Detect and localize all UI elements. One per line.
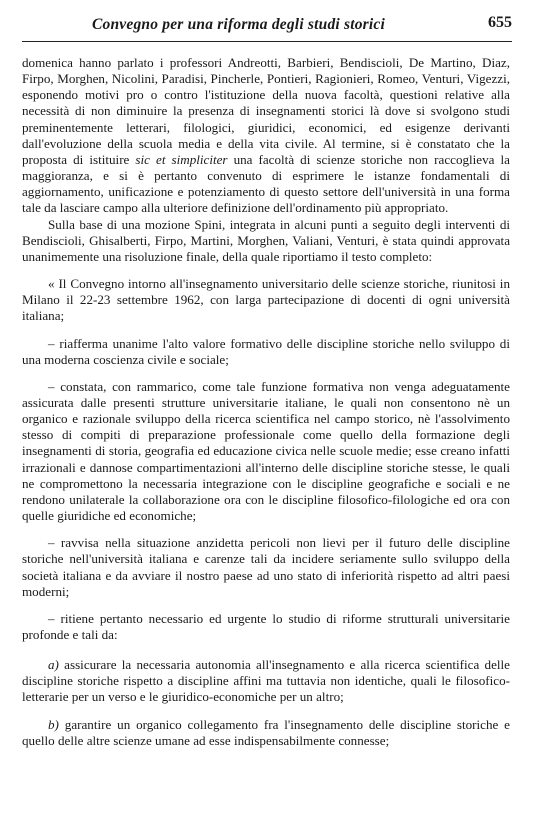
marker-a: a) — [48, 657, 59, 673]
page-number: 655 — [488, 14, 512, 31]
body-text — [22, 55, 510, 749]
resolution-opening: « Il Convegno intorno all'insegnamento universitario delle scienze storiche, riunitosi in Milano il 22-23 settembre 1962, con larga partecipazione di docenti di ogni università italiana; — [22, 276, 510, 324]
list-item-b: b) garantire un organico collegamento fra l'insegnamento delle discipline storiche e quello delle altre scienze umane ad esse indispensabilmente connesse; — [22, 716, 510, 748]
running-title: Convegno per una riforma degli studi storici — [92, 16, 385, 33]
header-rule — [22, 41, 512, 42]
resolution-clause-1: – riafferma unanime l'alto valore formativo delle discipline storiche nello sviluppo di una moderna coscienza civile e sociale; — [22, 335, 510, 367]
resolution-clause-2: – constata, con rammarico, come tale funzione formativa non venga adeguatamente assicurata dalle presenti strutture universitarie italiane, le quali non consentono nè un organico e razionale sviluppo della ricerca scientifica nel campo storico, nè l'assolvimento stesso di compiti di preparazione professionale come quello della formazione degli insegnamenti di storia, geografia ed educazione civica nelle scuole medie; esse creano infatti irrazionali e dannose compartimentazioni all'interno delle discipline storiche stesse, le quali ne compromettono la necessaria integrazione con le discipline geografiche e sociali e ne rendono unilaterale la collaborazione ora con le discipline filosofico-filologiche ed ora con quelle giuridiche ed economiche; — [22, 378, 510, 524]
italic-phrase: sic et simpliciter — [135, 151, 228, 167]
paragraph-1: domenica hanno parlato i professori Andreotti, Barbieri, Bendiscioli, De Martino, Diaz, Firpo, Morghen, Nicolini, Paradisi, Pincherle, Pontieri, Ragionieri, Romeo, Venturi, Vigezzi, esponendo motivi pro o contro l'istituzione della nuova facoltà, questioni relative alla necessità di non diminuire la presenza di insegnamenti storici là dove si svolgono studi preminentemente letterari, filologici, giuridici, economici, ed esigenze derivanti dall'evoluzione della scuola media e della vita civile. Al termine, si è constatato che la proposta di istituire sic et simpliciter una facoltà di scienze storiche non raccoglieva la maggioranza, e si è pertanto convenuto di esprimere le istanze fondamentali di aggiornamento, unificazione e potenziamento di questo settore dell'università in una forma tale da lasciare campo alla ulteriore definizione dell'ordinamento più appropriato. — [22, 55, 510, 216]
paragraph-2: Sulla base di una mozione Spini, integrata in alcuni punti a seguito degli interventi di Bendiscioli, Ghisalberti, Firpo, Martini, Morghen, Valiani, Venturi, è stata quindi approvata unanimemente una risoluzione finale, della quale riportiamo il testo completo: — [22, 216, 510, 264]
page-header — [22, 6, 512, 36]
resolution-clause-3: – ravvisa nella situazione anzidetta pericoli non lievi per il futuro delle discipline storiche nell'università italiana e carenze tali da incidere seriamente sullo sviluppo della società italiana e da avviare il nostro paese ad uno stato di inferiorità rispetto ad altri paesi moderni; — [22, 535, 510, 599]
resolution-clause-4: – ritiene pertanto necessario ed urgente lo studio di riforme strutturali universitarie profonde e tali da: — [22, 610, 510, 642]
marker-b: b) — [48, 716, 59, 732]
list-item-a: a) assicurare la necessaria autonomia all'insegnamento e alla ricerca scientifica delle discipline storiche rispetto a discipline affini ma tuttavia non identiche, quali le filosofico-letterarie per un verso e le giuridico-economiche per un altro; — [22, 657, 510, 705]
